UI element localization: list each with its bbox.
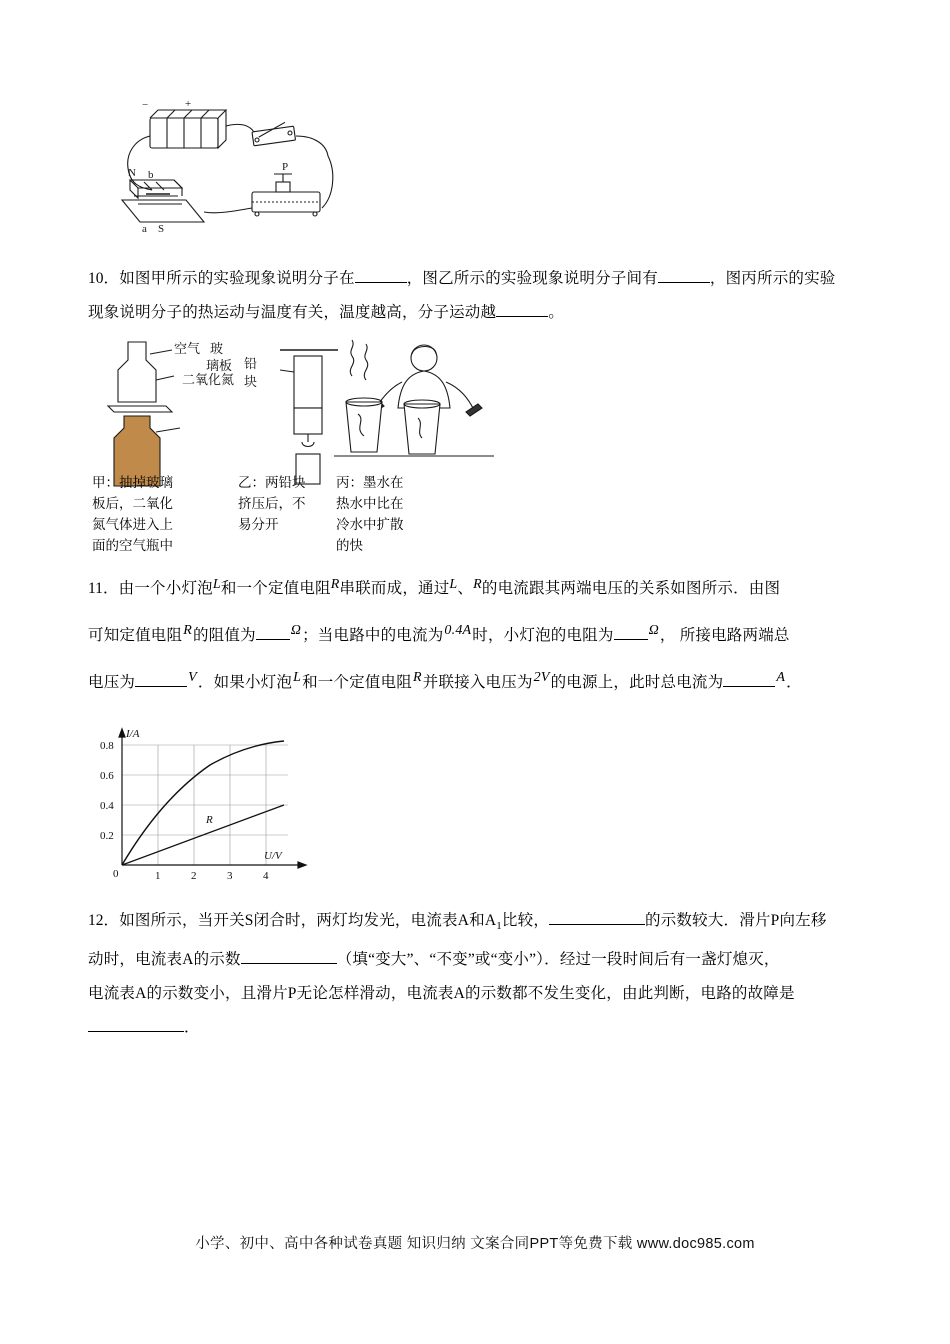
ytick-08: 0.8 xyxy=(100,740,114,752)
label-lead-2: 块 xyxy=(244,374,258,389)
graph-ylabel: I/A xyxy=(126,728,140,740)
q11-val-04A: 0.4A xyxy=(444,623,472,638)
q12-line1b: 比较， xyxy=(501,912,550,929)
q11-line2b: 的阻值为 xyxy=(192,627,256,644)
footer-text: 小学、初中、高中各种试卷真题 知识归纳 文案合同PPT等免费下载 xyxy=(195,1236,633,1252)
q12-line2b: （填“变大”、“不变”或“变小”）．经过一段时间后有一盏灯熄灭， xyxy=(336,951,780,969)
q11-blank-3[interactable] xyxy=(135,686,187,687)
q11-line1e: 的电流跟其两端电压的关系如图所示．由图 xyxy=(481,580,781,597)
q12-line1a: ．如图所示，当开关S闭合时，两灯均发光，电流表A和A xyxy=(103,912,497,929)
q10-line2-end: 。 xyxy=(548,304,564,321)
graph-xlabel: U/V xyxy=(264,850,282,862)
q12-line2a: 动时，电流表A的示数 xyxy=(88,951,241,969)
xtick-4: 4 xyxy=(263,870,269,882)
q12-blank-3[interactable] xyxy=(88,1031,184,1032)
content-column xyxy=(88,0,870,1045)
q11-val-2V: 2V xyxy=(533,670,550,685)
q11-blank-1[interactable] xyxy=(256,639,290,640)
curve-label-R: R xyxy=(206,814,213,826)
question-10 xyxy=(88,262,870,330)
xtick-2: 2 xyxy=(191,870,197,882)
q11-unit-ohm1: Ω xyxy=(290,623,302,638)
q11-line2c: ；当电路中的电流为 xyxy=(302,627,444,644)
q11-number: 11 xyxy=(88,580,103,597)
lamp-curve xyxy=(122,741,284,865)
q11-line3a: 电压为 xyxy=(88,674,136,691)
svg-text:b: b xyxy=(148,169,154,181)
label-no2: 二氧化氮 xyxy=(182,372,235,387)
caption-jia: 甲：抽掉玻璃板后，二氧化氮气体进入上面的空气瓶中 xyxy=(92,475,173,553)
q11-line1a: ．由一个小灯泡 xyxy=(102,580,213,597)
q11-line2a: 可知定值电阻 xyxy=(88,627,183,644)
q12-sub-1: 1 xyxy=(496,920,502,933)
label-glass-2: 璃板 xyxy=(206,358,233,373)
label-lead-1: 铅 xyxy=(244,356,258,371)
q12-blank-1[interactable] xyxy=(549,924,645,925)
q11-var-R2: R xyxy=(473,577,482,592)
q12-blank-2[interactable] xyxy=(241,963,337,964)
svg-text:N: N xyxy=(128,167,136,179)
caption-bing: 丙：墨水在热水中比在冷水中扩散的快 xyxy=(336,475,404,553)
q11-line1d: 、 xyxy=(457,580,474,597)
q10-blank-2[interactable] xyxy=(658,282,710,283)
q10-text-3: ，图丙所示的实验 xyxy=(709,270,836,287)
q11-line3e: 的电源上，此时总电流为 xyxy=(550,674,724,691)
ytick-02: 0.2 xyxy=(100,830,114,842)
q11-line2e: ， 所接电路两端总 xyxy=(659,627,790,644)
q10-line2: 现象说明分子的热运动与温度有关，温度越高，分子运动越 xyxy=(88,304,497,321)
q10-blank-1[interactable] xyxy=(355,282,407,283)
q11-unit-V1: V xyxy=(188,670,197,685)
q11-line3f: ． xyxy=(786,674,802,691)
caption-yi: 乙：两铅块挤压后，不易分开 xyxy=(238,475,306,532)
q11-line3b: ．如果小灯泡 xyxy=(197,674,293,691)
footer-site[interactable]: www.doc985.com xyxy=(636,1236,755,1252)
q12-line4: ． xyxy=(184,1019,200,1037)
q11-line1c: 串联而成，通过 xyxy=(339,580,450,597)
xtick-3: 3 xyxy=(227,870,233,882)
q11-unit-A: A xyxy=(776,670,786,685)
figure-molecule-experiments xyxy=(88,336,870,566)
svg-text:a: a xyxy=(142,223,147,235)
ytick-04: 0.4 xyxy=(100,800,114,812)
q11-line3d: 并联接入电压为 xyxy=(422,674,533,691)
q11-var-L3: L xyxy=(293,670,302,685)
q11-line3c: 和一个定值电阻 xyxy=(302,674,412,691)
q11-var-L1: L xyxy=(212,577,221,592)
figure-iu-graph xyxy=(88,711,870,896)
q10-text-1: ．如图甲所示的实验现象说明分子在 xyxy=(103,270,355,287)
label-air: 空气 xyxy=(174,341,201,356)
q11-blank-4[interactable] xyxy=(723,686,775,687)
svg-text:−: − xyxy=(142,99,149,111)
svg-text:+: + xyxy=(185,98,192,110)
q10-number: 10 xyxy=(88,270,104,287)
q10-text-2: ，图乙所示的实验现象说明分子间有 xyxy=(406,270,658,287)
q12-line3: 电流表A的示数变小，且滑片P无论怎样滑动，电流表A的示数都不发生变化，由此判断，电路的故障是 xyxy=(88,985,795,1003)
q11-var-L2: L xyxy=(449,577,458,592)
q11-unit-ohm2: Ω xyxy=(648,623,659,638)
ytick-06: 0.6 xyxy=(100,770,114,782)
question-12 xyxy=(88,904,870,1045)
xtick-1: 1 xyxy=(155,870,161,882)
q10-blank-3[interactable] xyxy=(496,316,548,317)
svg-text:S: S xyxy=(158,223,165,235)
iu-graph-svg xyxy=(88,725,388,905)
label-glass-1: 玻 xyxy=(210,341,224,356)
question-11 xyxy=(88,566,870,707)
q11-line2d: 时，小灯泡的电阻为 xyxy=(472,627,614,644)
svg-text:P: P xyxy=(282,161,289,173)
q11-var-R4: R xyxy=(412,670,422,685)
q11-var-R3: R xyxy=(183,623,192,638)
q11-line1b: 和一个定值电阻 xyxy=(220,580,331,597)
q11-blank-2[interactable] xyxy=(614,639,648,640)
q11-var-R1: R xyxy=(330,577,340,592)
page-footer xyxy=(0,1232,950,1253)
origin-label: 0 xyxy=(113,868,119,880)
q12-line1c: 的示数较大．滑片P向左移 xyxy=(645,912,827,929)
q12-number: 12 xyxy=(88,912,104,929)
